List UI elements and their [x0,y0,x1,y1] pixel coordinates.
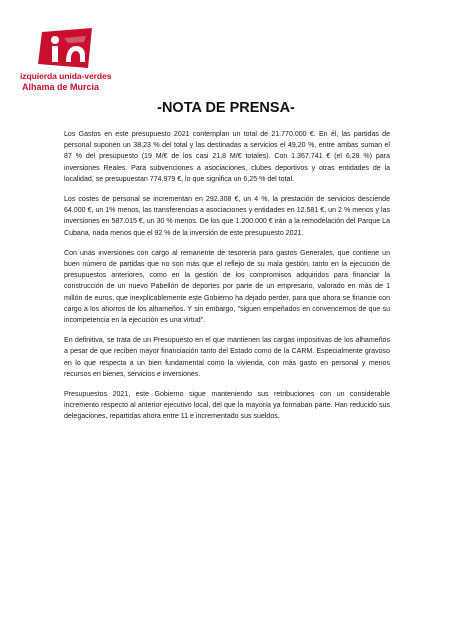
paragraph-2: Los costes de personal se incrementan en 292.308 €, un 4 %, la prestación de servicios desciende 64.000 €, un 1% menos, las transferencias a asociaciones y entidades en 12.581 €, un 2 % menos y las inversiones en 587.015 €, un 30 % menos. De los que 1.200.000 € irán a la remodelación del Parque La Cubana, nada menos que el 92 % de la inversión de este presupuesto 2021. [64,196,390,237]
paragraph-4: En definitiva, se trata de un Presupuesto en el que mantienen las cargas impositivas de los alhameños a pesar de que reciben mayor financiación tanto del Estado como de la CARM. Especialmente gravoso en lo que respecta a un bien fundamental como la vivienda, con más gasto en personal y menos recursos en bienes, servicios e inversiones. [64,337,390,378]
logo-text-location: Alhama de Murcia [22,82,100,92]
page-title: -NOTA DE PRENSA- [157,100,295,116]
iu-logo-icon [38,28,94,70]
document-body [64,129,390,432]
paragraph-1: Los Gastos en este presupuesto 2021 contemplan un total de 21.770.000 €. En él, las partidas de personal suponen un 38,23 % del total y las destinadas a servicios el 49,20 %, entre ambas suman el 87 % del presupuesto (19 M/€ de los casi 21,8 M/€ totales). Con 1.367.741 € (el 6,28 %) para inversiones Reales. Para subvenciones a asociaciones, clubes deportivos y otras entidades de la localidad, se presupuestan 774.979 €, lo que significa un 6,25 % del total. [64,131,390,183]
party-logo [20,28,116,96]
paragraph-3: Con unas inversiones con cargo al remanente de tesorería para gastos Generales, que contiene un buen número de partidas que no son más que el reflejo de su mala gestión, tanto en la ejecución de presupuestos anteriores, como en la gestión de los compromisos adquiridos para financiar la construcción de un nuevo Pabellón de deportes por parte de un empresario, valorado en más de 1 millón de euros, que inexplicablemente este Gobierno ha dejado perder, para que ahora se financie con cargo a los ahorros de los alhameños. Y sin embargo, "siguen empeñados en convencernos de que su incompetencia en la ejecución es una virtud". [64,249,390,325]
logo-text-party: izquierda unida-verdes [20,71,112,81]
paragraph-5: Presupuestos 2021, este Gobierno sigue manteniendo sus retribuciones con un considerable incremento respecto al anterior ejecutivo local, del que la mayoría ya formaban parte. Han reducido sus delegaciones, repartidas ahora entre 11 e incrementado sus sueldos. [64,391,390,421]
